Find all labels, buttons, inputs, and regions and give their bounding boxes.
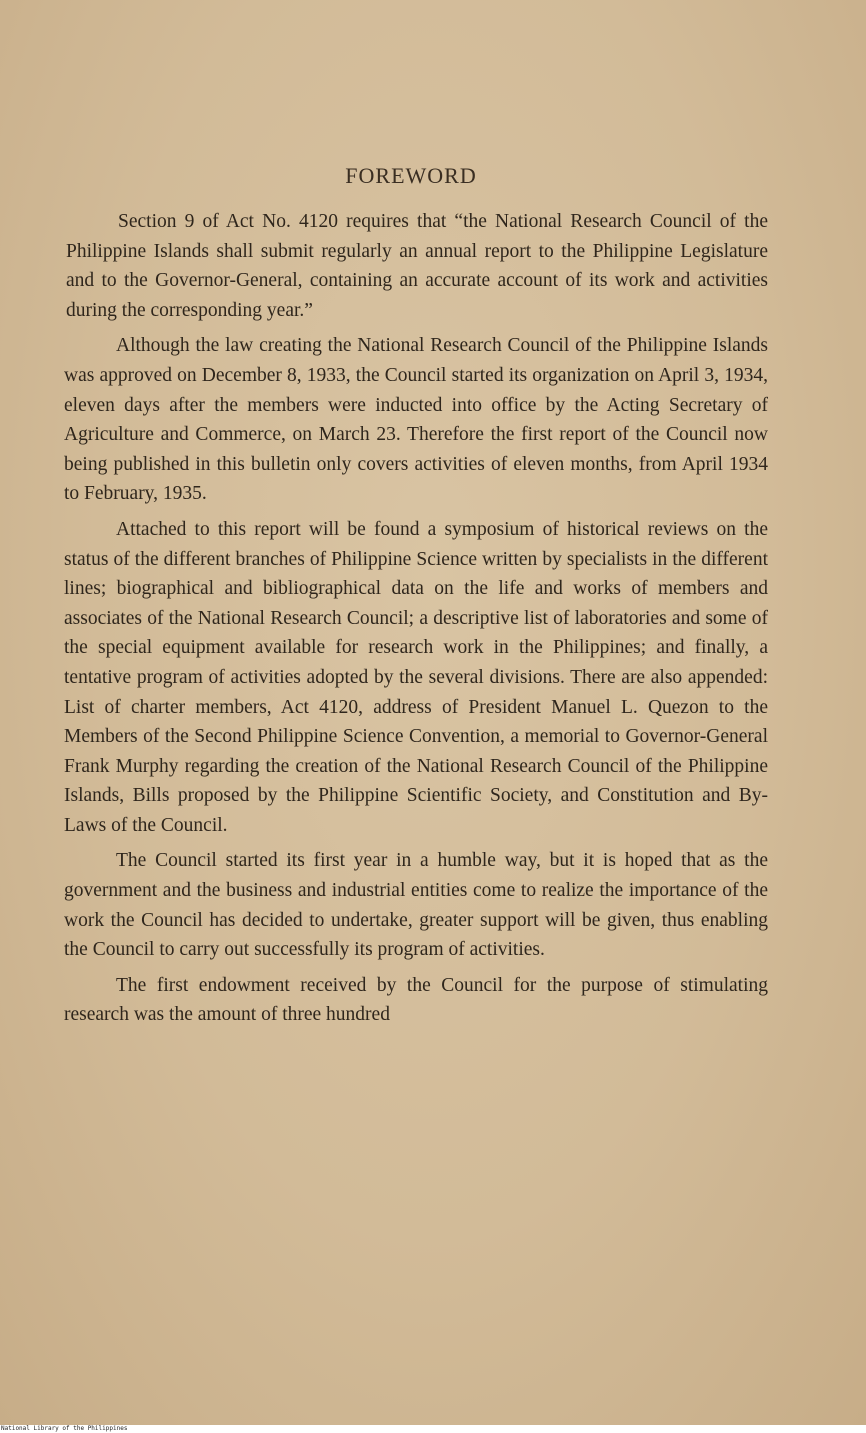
page-title: FOREWORD (345, 163, 477, 188)
body-text (64, 207, 768, 1036)
paragraph-2: Although the law creating the National Research Council of the Philippine Islands was approved on December 8, 1933, the Council started its organization on April 3, 1934, eleven days after the members were inducted into office by the Acting Secretary of Agriculture and Commerce, on March 23. Therefore the first report of the Council now being published in this bulletin only covers activities of eleven months, from April 1934 to February, 1935. (64, 335, 768, 505)
library-credit: National Library of the Philippines (1, 1425, 128, 1432)
paragraph-5: The first endowment received by the Council for the purpose of stimulating research was the amount of three hundred (64, 974, 768, 1026)
footer-strip (0, 1425, 866, 1433)
paragraph-4: The Council started its first year in a humble way, but it is hoped that as the government and the business and industrial entities come to realize the importance of the work the Council has decided to undertake, greater support will be given, thus enabling the Council to carry out successfully its program of activities. (64, 850, 768, 961)
paragraph-1: Section 9 of Act No. 4120 requires that “the National Research Council of the Philippine Islands shall submit regularly an annual report to the Philippine Legislature and to the Governor-General, containing an accurate account of its work and activities during the corresponding year.” (66, 211, 768, 321)
paragraph-3: Attached to this report will be found a symposium of historical reviews on the status of the different branches of Philippine Science written by specialists in the different lines; biographical and bibliographical data on the life and works of members and associates of the National Research Council; a descriptive list of laboratories and some of the special equipment available for research work in the Philippines; and finally, a tentative program of activities adopted by the several divisions. There are also appended: List of charter members, Act 4120, address of President Manuel L. Quezon to the Members of the Second Philippine Science Convention, a memorial to Governor-General Frank Murphy regarding the creation of the National Research Council of the Philippine Islands, Bills proposed by the Philippine Scientific Society, and Constitution and By-Laws of the Council. (64, 518, 768, 836)
